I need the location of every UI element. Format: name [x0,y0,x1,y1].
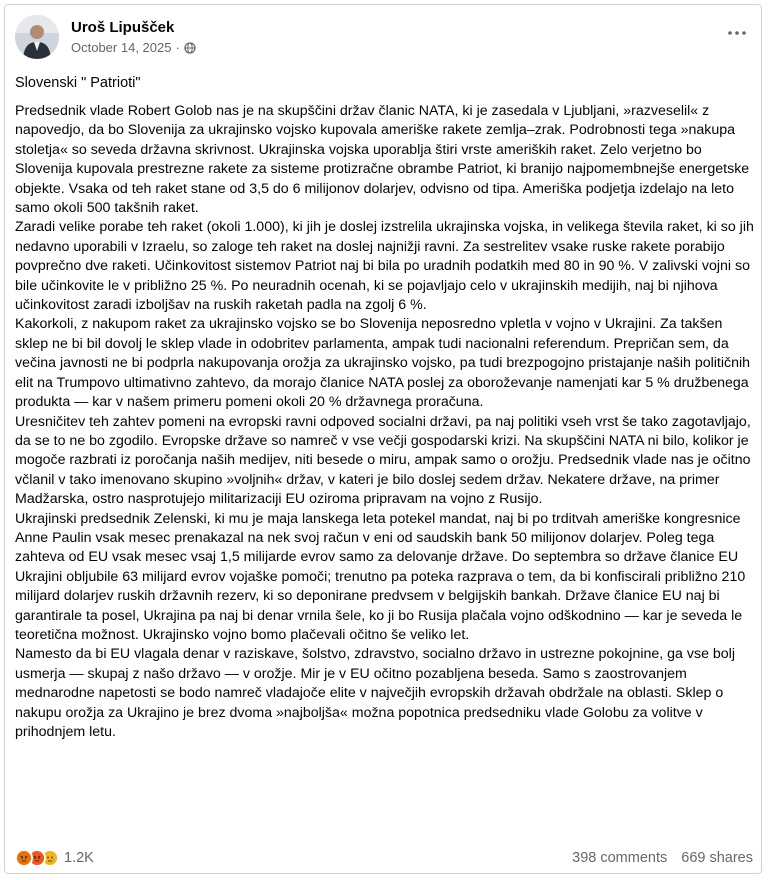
post-date[interactable]: October 14, 2025 [71,40,172,55]
post-body [15,102,755,742]
post-footer [15,847,753,871]
paragraph: Ukrajinski predsednik Zelenski, ki mu je maja lanskega leta potekel mandat, naj bi po trditvah ameriške kongresnice Anne Paulin vsak mesec prenakazal na nek svoj račun v eni od saudskih bank 50 milijonov dolarjev. Poleg tega zahteva od EU vsak mesec vsaj 1,5 milijarde evrov samo za delovanje države. Do septembra so države članice EU Ukrajini obljubile 63 milijard evrov vojaške pomoči; trenutno pa poteka razprava o tem, da bi konfiscirali približno 210 milijard dolarjev ruskih državnih rezerv, ki so deponirane predvsem v belgijskih bankah. Države članice EU naj bi garantirale ta posel, Ukrajina pa naj bi denar vrnila šele, ko ji bo Rusija plačala vojno odškodnino — kar je seveda le teoretična možnost. Ukrajinsko vojno bomo plačevali očitno še veliko let. [15,510,746,643]
reactions-summary[interactable] [15,849,94,867]
author-name[interactable]: Uroš Lipušček [71,19,175,36]
meta-separator: · [175,40,180,55]
reaction-count: 1.2K [64,850,94,866]
paragraph: Zaradi velike porabe teh raket (okoli 1.000), ki jih je doslej izstrelila ukrajinska vojska, in velikega števila raket, ki so jih nedavno uporabili v Izraelu, so zaloge teh raket na doslej najnižji ravni. Za sestrelitev vsake ruske rakete porabijo povprečno dve raketi. Učinkovitost sistemov Patriot naj bi bila po uradnih podatkih med 80 in 90 %. V zalivski vojni so bile učinkovite le v približno 25 %. Po neuradnih ocenah, ki se pojavljajo celo v ukrajinskih medijih, naj bi njihova učinkovitost zaradi izboljšav na ruskih raketah padla na zgolj 6 %. [15,219,754,314]
post-header [15,15,753,61]
post-title: Slovenski " Patrioti" [15,75,141,91]
paragraph: Uresničitev teh zahtev pomeni na evropski ravni odpoved socialni državi, pa naj politiki vseh vrst še tako zagotavljajo, da se to ne bo zgodilo. Evropske države so namreč v vse večji gospodarski krizi. Na skupščini NATA ni bilo, kolikor je mogoče razbrati iz poročanja naših medijev, niti besede o miru, ampak samo o orožju. Predsednik vlade nas je očitno včlanil v tako imenovano skupino »voljnih« držav, v kateri je bilo doslej sedem držav. Nekatere države, na primer Madžarska, ostro nasprotujejo militarizaciji EU oziroma pripravam na vojno z Rusijo. [15,413,751,508]
more-options-icon[interactable] [725,21,749,45]
paragraph: Kakorkoli, z nakupom raket za ukrajinsko vojsko se bo Slovenija neposredno vpletla v vojno v Ukrajini. Za takšen sklep ne bi bil dovolj le sklep vlade in odobritev parlamenta, ampak tudi nacionalni referendum. Prepričan sem, da večina javnosti ne bi podprla nakupovanja orožja za ukrajinsko vojsko, pa tudi brezpogojno pristajanje naših političnih elit na Trumpovo ultimativno zahtevo, da morajo članice NATA poslej za oboroževanje namenjati kar 5 % družbenega produkta — kar v našem primeru pomeni okoli 20 % državnega proračuna. [15,316,751,411]
paragraph: Predsednik vlade Robert Golob nas je na skupščini držav članic NATA, ki je zasedala v Ljubljani, »razveselil« z napovedjo, da bo Slovenija za ukrajinsko vojsko kupovala ameriške rakete zemlja–zrak. Podrobnosti tega »nakupa stoletja« so seveda državna skrivnost. Ukrajinska vojska uporablja štiri vrste ameriških raket. Zelo verjetno bo Slovenija kupovala prestrezne rakete za sisteme protizračne obrambe Patriot, ki branijo najpomembnejše energetske objekte. Vsaka od teh raket stane od 3,5 do 6 milijonov dolarjev, odvisno od tipa. Ameriška podjetja izdelajo na leto samo okoli 500 takšnih raket. [15,103,750,217]
paragraph: Namesto da bi EU vlagala denar v raziskave, šolstvo, zdravstvo, socialno državo in ustrezne pokojnine, ga vse bolj usmerja — skupaj z našo državo — v orožje. Mir je v EU očitno pozabljena beseda. Samo s zaostrovanjem mednarodne napetosti se bodo namreč vladajoče elite v največjih evropskih državah obdržale na oblasti. Sklep o nakupu orožja za Ukrajino je brez dvoma »najboljša« možna popotnica predsedniku vlade Golobu za volitve v prihodnjem letu. [15,646,735,740]
post-meta [71,40,196,55]
post-stats [572,850,753,866]
post-card [4,4,762,874]
shares-count[interactable]: 669 shares [681,850,753,866]
avatar[interactable] [15,15,59,59]
globe-icon [184,42,196,54]
angry-reaction-icon [15,849,33,867]
comments-count[interactable]: 398 comments [572,850,668,866]
